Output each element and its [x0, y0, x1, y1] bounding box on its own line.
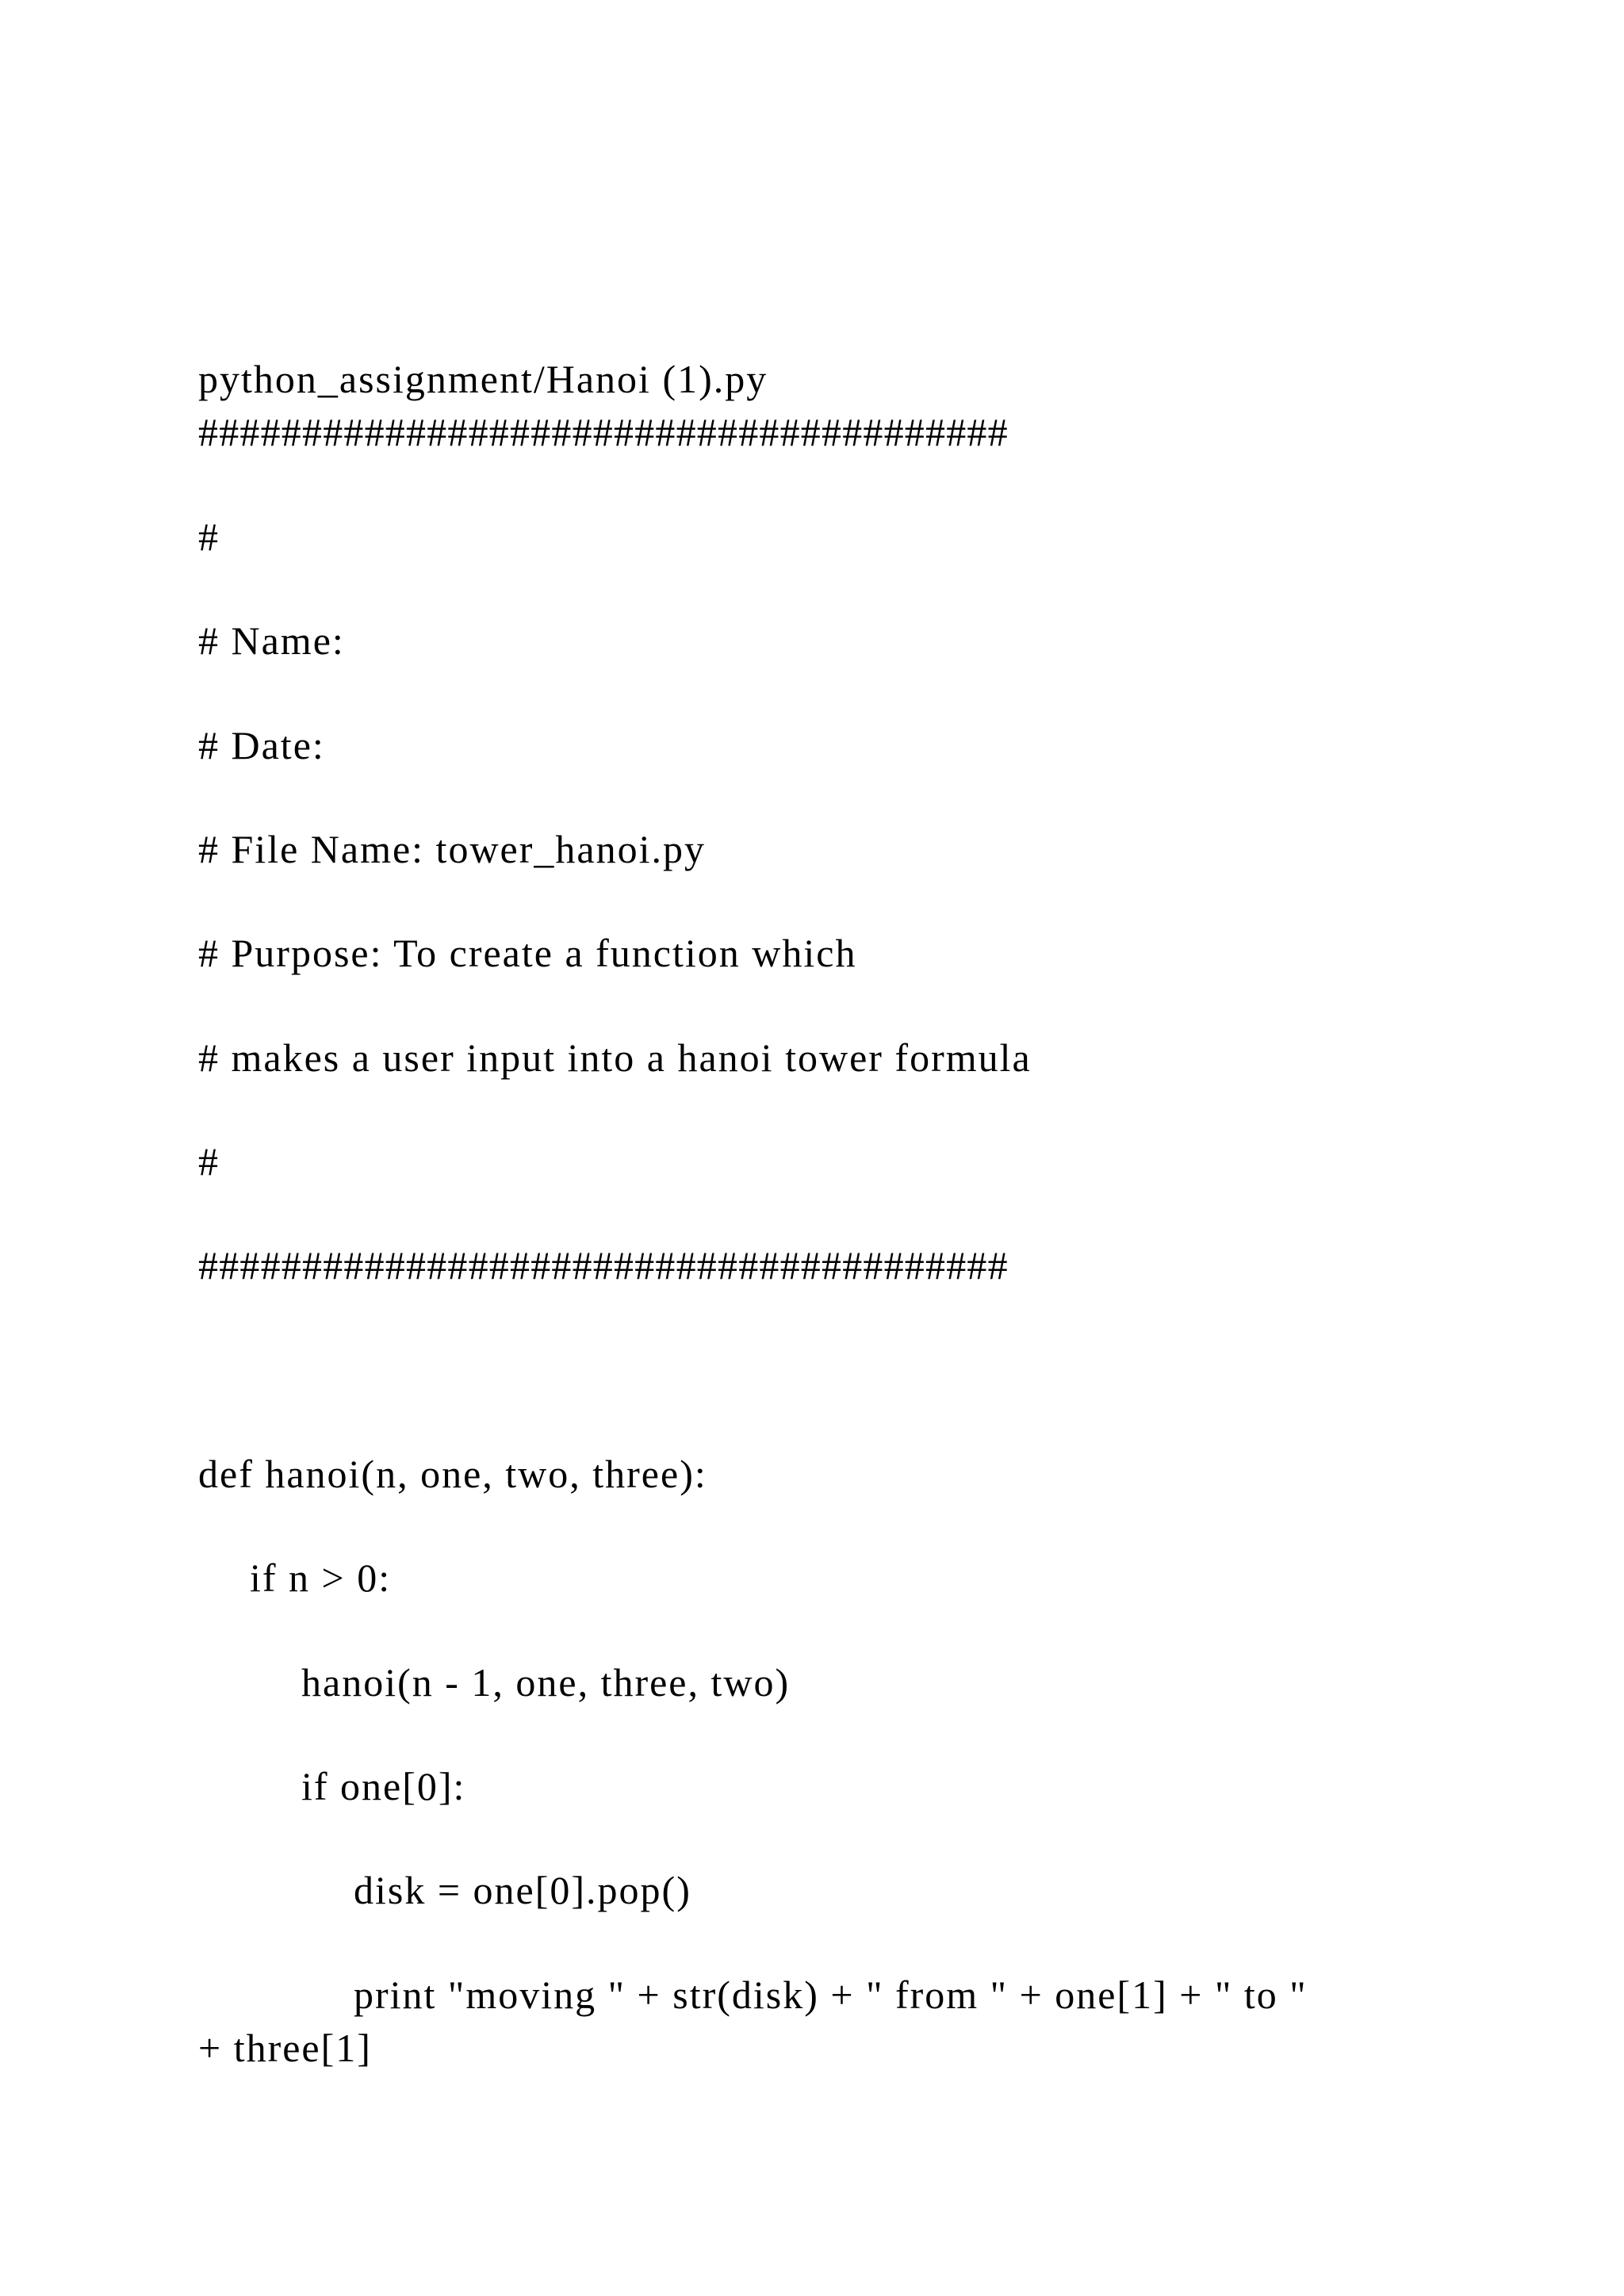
- comment-purpose-continuation-line: # makes a user input into a hanoi tower formula: [198, 1035, 1032, 1080]
- comment-border-bottom: #######################################: [198, 1243, 1009, 1288]
- file-path-line: python_assignment/Hanoi (1).py: [198, 357, 768, 401]
- code-if-one-line: if one[0]:: [301, 1764, 466, 1808]
- comment-line: #: [198, 515, 220, 559]
- code-print-continuation-line: + three[1]: [198, 2026, 372, 2070]
- code-recursive-call-line: hanoi(n - 1, one, three, two): [301, 1660, 791, 1705]
- code-disk-pop-line: disk = one[0].pop(): [354, 1868, 691, 1912]
- comment-purpose-line: # Purpose: To create a function which: [198, 931, 857, 975]
- code-def-line: def hanoi(n, one, two, three):: [198, 1452, 707, 1496]
- comment-filename-line: # File Name: tower_hanoi.py: [198, 827, 706, 871]
- comment-border-top: #######################################: [198, 410, 1009, 454]
- comment-name-line: # Name:: [198, 618, 345, 663]
- comment-date-line: # Date:: [198, 723, 325, 767]
- comment-line: #: [198, 1139, 220, 1184]
- code-if-line: if n > 0:: [250, 1556, 392, 1600]
- code-print-line: print "moving " + str(disk) + " from " + one[1] + " to ": [354, 1973, 1308, 2017]
